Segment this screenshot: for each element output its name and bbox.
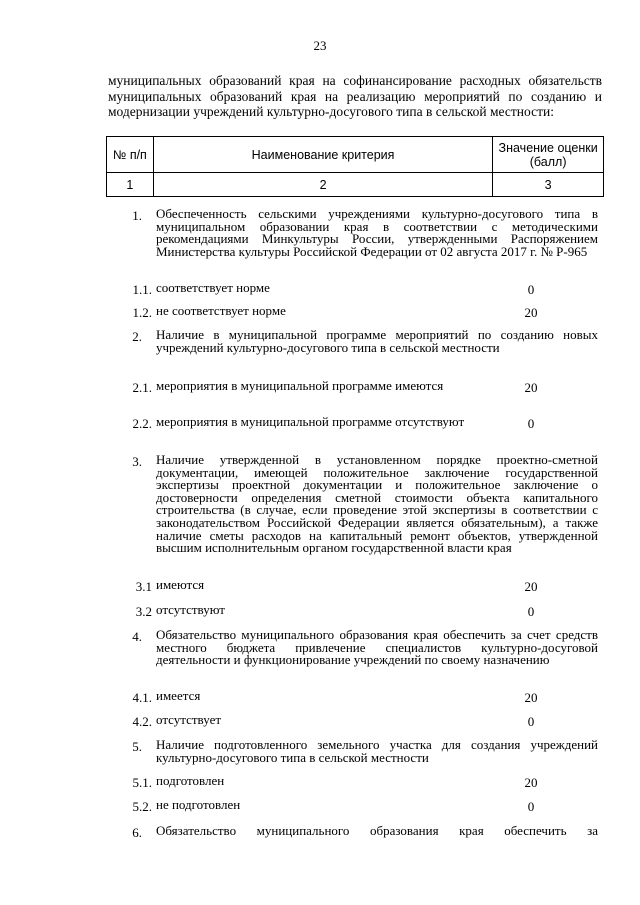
- row-text: Обязательство муниципального образования края обеспечить за счет средств местного бюджета привлечение специалистов культурно-досуговой деятельности и функционирование учреждений по своему назначению: [156, 627, 598, 668]
- row-number: 5.1.: [132, 775, 152, 790]
- row-text: Обеспеченность сельскими учреждениями культурно-досугового типа в муниципальном образовании края в соответствии с методическими рекомендациями Минкультуры России, утвержденными Распоряжением Министерства культуры Российской Федерации от 02 августа 2017 г. № Р-965: [156, 206, 598, 259]
- row-value: 0: [527, 604, 535, 619]
- row-number: 6.: [132, 825, 142, 840]
- criteria-table-header: [106, 136, 604, 197]
- row-number: 3.2: [135, 604, 152, 619]
- header-index-3: 3: [493, 173, 604, 197]
- row-text: мероприятия в муниципальной программе отсутствуют: [156, 414, 465, 429]
- row-value: 0: [527, 714, 535, 729]
- page-number: 23: [313, 38, 327, 53]
- row-number: 4.1.: [132, 690, 152, 705]
- row-text: отсутствуют: [156, 602, 225, 617]
- row-number: 2.: [132, 329, 142, 344]
- row-number: 1.2.: [132, 305, 152, 320]
- row-value: 0: [527, 416, 535, 431]
- header-score: Значение оценки (балл): [493, 137, 604, 173]
- row-text: мероприятия в муниципальной программе имеются: [156, 378, 444, 393]
- row-number: 1.: [132, 208, 142, 223]
- row-text: Наличие в муниципальной программе мероприятий по созданию новых учреждений культурно-досугового типа в сельской местности: [156, 327, 598, 355]
- row-text: не подготовлен: [156, 797, 241, 812]
- row-value: 20: [524, 775, 538, 790]
- row-text: Обязательство муниципального образования края обеспечить за: [156, 823, 598, 838]
- row-value: 20: [524, 380, 538, 395]
- row-value: 20: [524, 305, 538, 320]
- header-index-1: 1: [107, 173, 154, 197]
- row-text: не соответствует норме: [156, 303, 286, 318]
- row-text: Наличие утвержденной в установленном порядке проектно-сметной документации, имеющей положительное заключение государственной экспертизы проектной документации и положительное заключение о достоверности определения сметной стоимости объекта капитального строительства (в случае, если проведение этой экспертизы в соответствии с законодательством Российской Федерации является обязательным), а также наличие сметы расходов на капитальный ремонт объектов, утвержденной высшим исполнительным органом государственной власти края: [156, 452, 598, 556]
- intro-paragraph: муниципальных образований края на софинансирование расходных обязательств муниципальных образований края на реализацию мероприятий по созданию и модернизации учреждений культурно-досугового типа в сельской местности:: [108, 73, 602, 120]
- row-text: отсутствует: [156, 712, 222, 727]
- row-number: 3.1: [135, 579, 152, 594]
- row-text: имеются: [156, 577, 205, 592]
- row-value: 20: [524, 690, 538, 705]
- header-number: № п/п: [107, 137, 154, 173]
- row-value: 0: [527, 282, 535, 297]
- row-number: 2.2.: [132, 416, 152, 431]
- row-number: 4.: [132, 629, 142, 644]
- row-number: 4.2.: [132, 714, 152, 729]
- row-number: 1.1.: [132, 282, 152, 297]
- row-text: Наличие подготовленного земельного участка для создания учреждений культурно-досугового типа в сельской местности: [156, 737, 598, 765]
- row-number: 5.: [132, 739, 142, 754]
- row-number: 2.1.: [132, 380, 152, 395]
- row-text: соответствует норме: [156, 280, 270, 295]
- row-text: имеется: [156, 688, 201, 703]
- row-value: 20: [524, 579, 538, 594]
- header-criterion: Наименование критерия: [153, 137, 493, 173]
- header-index-2: 2: [153, 173, 493, 197]
- row-number: 3.: [132, 454, 142, 469]
- row-text: подготовлен: [156, 773, 225, 788]
- row-number: 5.2.: [132, 799, 152, 814]
- row-value: 0: [527, 799, 535, 814]
